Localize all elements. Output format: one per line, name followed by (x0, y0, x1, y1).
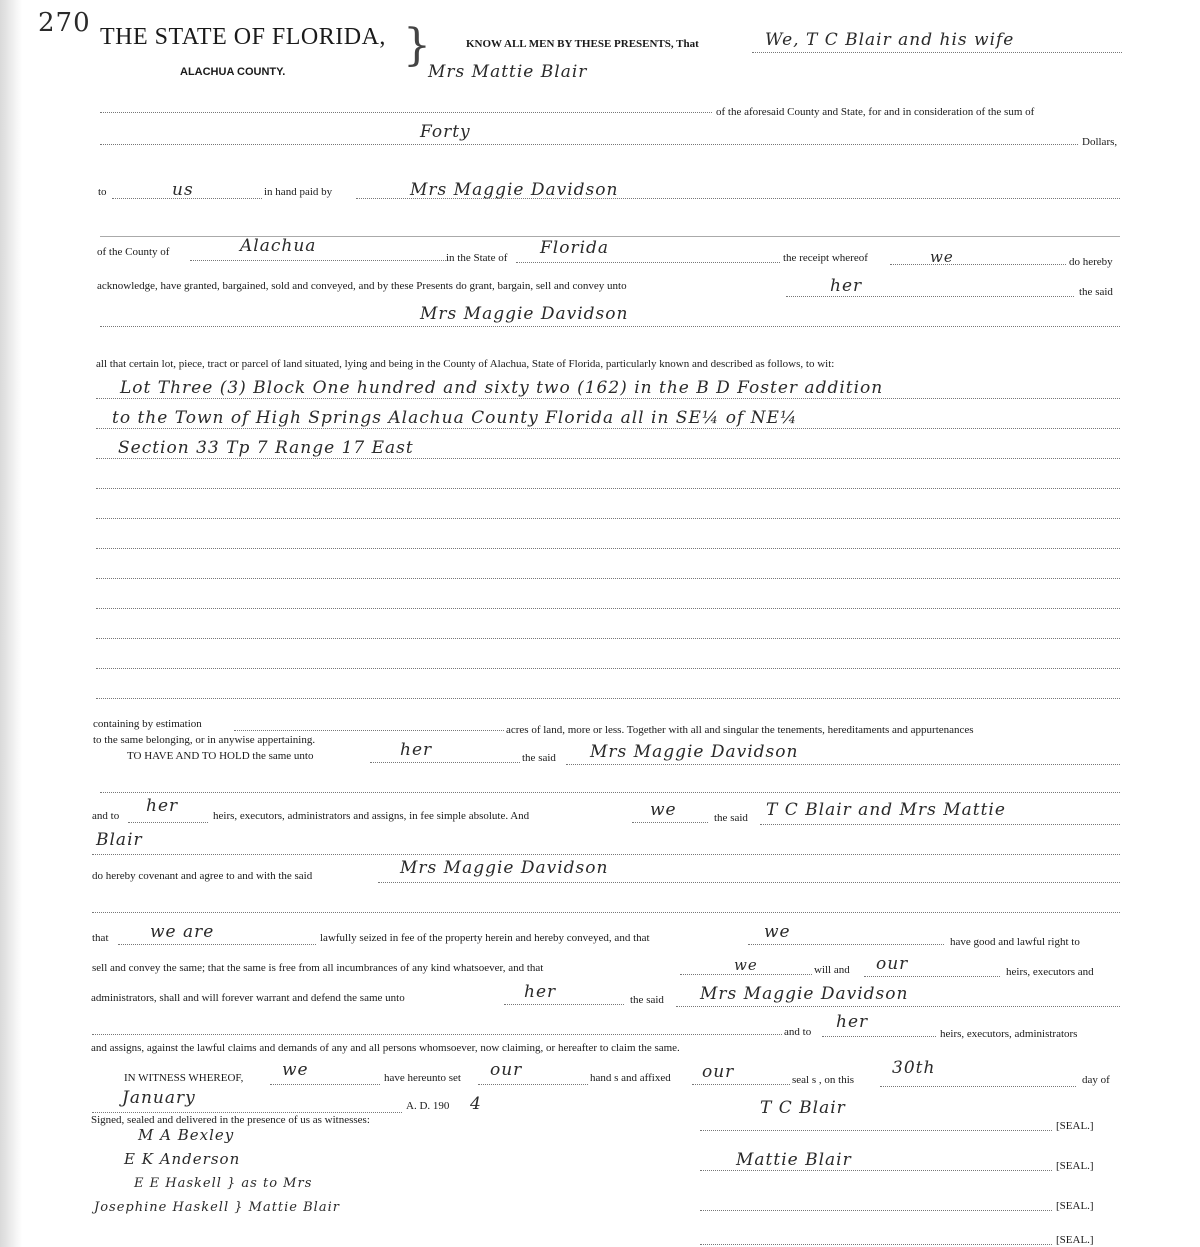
will-who-value: our (876, 954, 909, 974)
blank-line (100, 112, 712, 113)
grantor-names-2: Mrs Mattie Blair (428, 62, 588, 82)
blank-line (96, 578, 1120, 579)
and-to-label-2: and to (784, 1026, 812, 1038)
in-state-label: in the State of (446, 252, 508, 264)
and-who-value: we (650, 800, 677, 820)
set-who-line (478, 1084, 588, 1085)
state-line (516, 262, 780, 263)
in-hand-label: in hand paid by (264, 186, 333, 198)
day-line (880, 1086, 1076, 1087)
blank-line (96, 488, 1120, 489)
seized-text: lawfully seized in fee of the property herein and hereby conveyed, and that (320, 932, 650, 944)
will-and-label: will and (814, 964, 850, 976)
to-label: to (98, 186, 107, 198)
grantors-line-2 (92, 854, 1120, 855)
unto-line (370, 762, 520, 763)
heirs-text: heirs, executors, administrators and assigns, in fee simple absolute. And (213, 810, 530, 822)
signature-line (700, 1244, 1052, 1245)
that-who-value: we are (150, 922, 215, 942)
the-said-label-3: the said (630, 994, 664, 1006)
county-line (190, 260, 446, 261)
defend-name-value: Mrs Maggie Davidson (700, 984, 909, 1004)
hands-label: hand s and affixed (590, 1072, 671, 1084)
assigns-text: and assigns, against the lawful claims and demands of any and all persons whomsoever, now claiming, or hereafter to claim the same. (91, 1042, 680, 1054)
sum-line (100, 144, 1078, 145)
acres-text: acres of land, more or less. Together with all and singular the tenements, hereditaments and appurtenances (506, 724, 974, 736)
heirs-who-value: her (146, 796, 179, 816)
the-said-label: the said (1079, 286, 1113, 298)
land-desc-3: Section 33 Tp 7 Range 17 East (118, 438, 414, 458)
witness-signature: E K Anderson (124, 1150, 241, 1168)
convey-to-value: her (830, 276, 863, 296)
that-label: that (92, 932, 109, 944)
month-line (92, 1112, 402, 1113)
state-title: THE STATE OF FLORIDA, (100, 24, 386, 50)
the-said-label: the said (522, 752, 556, 764)
and-to-who-value: her (836, 1012, 869, 1032)
witness-signature: E E Haskell } as to Mrs (134, 1176, 313, 1191)
the-said-label-2: the said (714, 812, 748, 824)
signature-line (700, 1210, 1052, 1211)
sum-value: Forty (420, 122, 471, 142)
dollars-label: Dollars, (1082, 136, 1118, 148)
grantor-signature: Mattie Blair (736, 1150, 852, 1170)
blank-line (96, 518, 1120, 519)
set-label: have hereunto set (384, 1072, 461, 1084)
page-number: 270 (38, 8, 91, 38)
land-line-1 (96, 398, 1120, 399)
signature-line (700, 1130, 1052, 1131)
witness-who-value: we (282, 1060, 309, 1080)
covenant-line (378, 882, 1120, 883)
blank-line (100, 792, 1120, 793)
and-who-line (632, 822, 708, 823)
signed-text: Signed, sealed and delivered in the presence of us as witnesses: (91, 1114, 370, 1126)
day-value: 30th (892, 1058, 936, 1078)
receipt-who: we (930, 248, 954, 266)
county-state-text: of the aforesaid County and State, for and in consideration of the sum of (716, 106, 1035, 118)
grantee-line (100, 326, 1120, 327)
sell-who-value: we (734, 956, 758, 974)
land-desc-1: Lot Three (3) Block One hundred and sixty two (162) in the B D Foster addition (120, 378, 884, 398)
to-have-label: TO HAVE AND TO HOLD the same unto (127, 750, 314, 762)
unto-name-line (566, 764, 1120, 765)
witness-signature: Josephine Haskell } Mattie Blair (94, 1200, 340, 1215)
know-all-text: KNOW ALL MEN BY THESE PRESENTS, That (466, 38, 699, 50)
month-value: January (122, 1088, 196, 1108)
to-value: us (172, 180, 194, 200)
blank-line (96, 548, 1120, 549)
page-edge-shadow (0, 0, 22, 1247)
unto-value: her (400, 740, 433, 760)
defend-who-line (504, 1004, 624, 1005)
defend-name-line (676, 1006, 1120, 1007)
ad-label: A. D. 190 (406, 1100, 450, 1112)
sell-who-line (680, 974, 812, 975)
and-to-who-line (822, 1036, 936, 1037)
land-desc-2: to the Town of High Springs Alachua County Florida all in SE¼ of NE¼ (112, 408, 798, 428)
seized-who-line (748, 944, 944, 945)
grantors-value-2: Blair (96, 830, 143, 850)
day-of-label: day of (1082, 1074, 1110, 1086)
blank-line (96, 668, 1120, 669)
seals-label: seal s , on this (792, 1074, 855, 1086)
of-county-label: of the County of (97, 246, 170, 258)
covenant-text: do hereby covenant and agree to and with the said (92, 870, 313, 882)
receipt-label: the receipt whereof (783, 252, 868, 264)
witness-signature: M A Bexley (138, 1126, 235, 1144)
blank-line (92, 1034, 782, 1035)
blank-line (92, 912, 1120, 913)
unto-name-value: Mrs Maggie Davidson (590, 742, 799, 762)
defend-who-value: her (524, 982, 557, 1002)
land-intro: all that certain lot, piece, tract or parcel of land situated, lying and being in the County of Alachua, State of Florida, particularly known and described as follows, to wit: (96, 358, 835, 370)
heirs-admins-text: heirs, executors, administrators (940, 1028, 1078, 1040)
land-line-3 (96, 458, 1120, 459)
seal-label: [SEAL.] (1056, 1234, 1094, 1246)
admins-text: administrators, shall and will forever warrant and defend the same unto (91, 992, 405, 1004)
acreage-line (234, 730, 504, 731)
witness-who-line (270, 1084, 380, 1085)
and-to-label: and to (92, 810, 120, 822)
set-who-value: our (490, 1060, 523, 1080)
acknowledge-text: acknowledge, have granted, bargained, sold and conveyed, and by these Presents do grant, bargain, sell and convey unto (97, 280, 627, 292)
seal-who-line (692, 1084, 790, 1085)
convey-line (786, 296, 1074, 297)
grantors-value: T C Blair and Mrs Mattie (766, 800, 1006, 820)
grantor-line-1 (752, 52, 1122, 53)
grantor-signature: T C Blair (760, 1098, 846, 1118)
seal-label: [SEAL.] (1056, 1160, 1094, 1172)
receipt-line (890, 264, 1066, 265)
heirs-exec-text: heirs, executors and (1006, 966, 1094, 978)
seized-who-value: we (764, 922, 791, 942)
blank-line (96, 638, 1120, 639)
belonging-text: to the same belonging, or in anywise appertaining. (93, 734, 316, 746)
paid-by-value: Mrs Maggie Davidson (410, 180, 619, 200)
containing-label: containing by estimation (93, 718, 202, 730)
blank-line (96, 608, 1120, 609)
seal-label: [SEAL.] (1056, 1200, 1094, 1212)
that-who-line (118, 944, 316, 945)
covenant-name-value: Mrs Maggie Davidson (400, 858, 609, 878)
brace-mark: } (403, 20, 431, 71)
in-witness-label: IN WITNESS WHEREOF, (124, 1072, 244, 1084)
sell-text: sell and convey the same; that the same is free from all incumbrances of any kind whatsoever, and that (92, 962, 544, 974)
seal-who-value: our (702, 1062, 735, 1082)
grantor-names-1: We, T C Blair and his wife (765, 30, 1015, 50)
do-hereby-label: do hereby (1069, 256, 1113, 268)
state-value: Florida (540, 238, 610, 258)
will-who-line (864, 976, 1000, 977)
year-value: 4 (470, 1094, 482, 1114)
heirs-who-line (128, 822, 208, 823)
county-value: Alachua (240, 236, 317, 256)
seal-label: [SEAL.] (1056, 1120, 1094, 1132)
signature-line (700, 1170, 1052, 1171)
land-line-2 (96, 428, 1120, 429)
right-text: have good and lawful right to (950, 936, 1080, 948)
county-name: ALACHUA COUNTY. (180, 66, 286, 78)
blank-line (96, 698, 1120, 699)
grantors-line (760, 824, 1120, 825)
grantee-value: Mrs Maggie Davidson (420, 304, 629, 324)
